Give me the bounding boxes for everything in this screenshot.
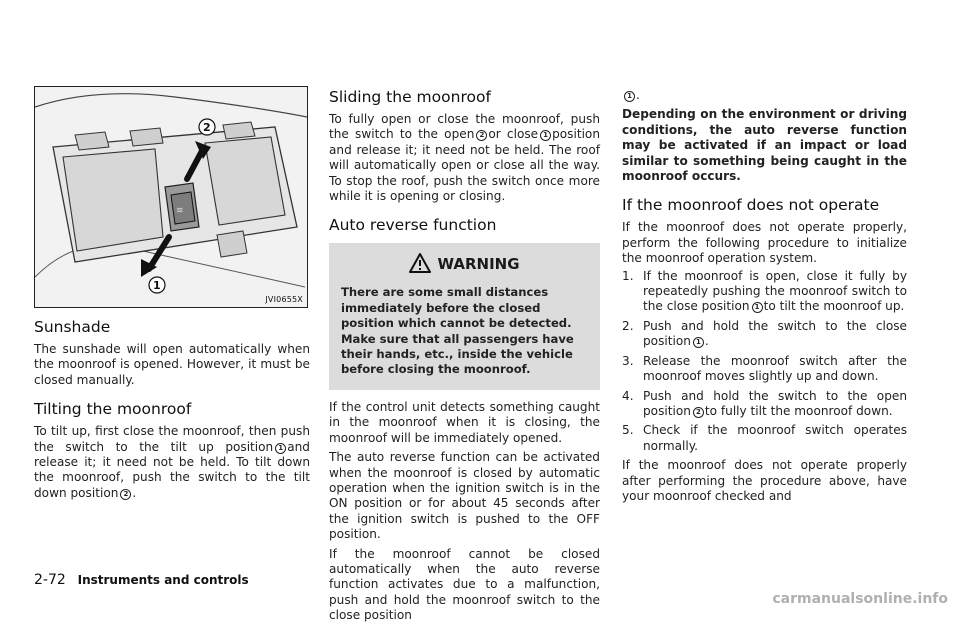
position-1-symbol: 1 bbox=[624, 91, 635, 102]
auto-reverse-p4: Depending on the environment or driving conditions, the auto reverse function may be activated if an impact or load similar to something being caught in the moonroof occurs. bbox=[622, 107, 907, 184]
tilting-heading: Tilting the moonroof bbox=[34, 400, 192, 419]
not-operate-intro: If the moonroof does not operate properly, perform the following procedure to initialize the moonroof operation system. bbox=[622, 220, 907, 266]
section-title: Instruments and controls bbox=[77, 573, 249, 587]
tilting-text: To tilt up, first close the moonroof, then push the switch to the tilt up position 1 and release it; it need not be held. To tilt down the moonroof, push the switch to the tilt down position 2 . bbox=[34, 424, 310, 500]
position-2-symbol: 2 bbox=[120, 489, 131, 500]
warning-box bbox=[329, 243, 600, 389]
sunshade-heading: Sunshade bbox=[34, 318, 111, 336]
auto-reverse-p3-start: If the moonroof cannot be closed automatically when the auto reverse function activates due to a malfunction, push and hold the moonroof switch to the close position bbox=[329, 546, 600, 623]
auto-reverse-p2: The auto reverse function can be activated when the moonroof is closed by automatic operation when the ignition switch is in the ON position or for about 45 seconds after the ignition switch is pushed to the OFF position. bbox=[329, 450, 600, 542]
list-item: 1. If the moonroof is open, close it fully by repeatedly pushing the moonroof switch to the close position 1 to tilt the moonroof up. bbox=[622, 268, 907, 314]
watermark: carmanualsonline.info bbox=[772, 591, 948, 607]
not-operate-outro: If the moonroof does not operate properly after performing the procedure above, have your moonroof checked and bbox=[622, 458, 907, 503]
procedure-steps bbox=[622, 269, 907, 454]
callout-1: 1 bbox=[153, 279, 161, 292]
sliding-text: To fully open or close the moonroof, push the switch to the open 2 or close 1 position and release it; it need not be held. The roof will automatically open or close all the way. To stop the roof, push the switch once more while it is opening or closing. bbox=[329, 112, 600, 204]
figure-caption: JVI0655X bbox=[265, 295, 303, 304]
warning-label: WARNING bbox=[437, 255, 520, 274]
page-footer bbox=[34, 572, 249, 588]
page-number: 2-72 bbox=[34, 572, 66, 588]
position-1-symbol: 1 bbox=[275, 443, 286, 454]
auto-reverse-heading: Auto reverse function bbox=[329, 216, 497, 235]
list-item: 2. Push and hold the switch to the close position 1 . bbox=[622, 318, 907, 349]
list-item: 4. Push and hold the switch to the open position 2 to fully tilt the moonroof down. bbox=[622, 388, 907, 418]
not-operate-heading: If the moonroof does not operate bbox=[622, 196, 880, 215]
sunshade-text: The sunshade will open automatically when the moonroof is opened. However, it must be closed manually. bbox=[34, 342, 310, 387]
warning-triangle-icon bbox=[409, 253, 431, 273]
moonroof-switch-illustration bbox=[34, 86, 308, 308]
callout-2: 2 bbox=[203, 121, 211, 134]
list-item: 3. Release the moonroof switch after the moonroof moves slightly up and down. bbox=[622, 353, 907, 384]
column-middle bbox=[329, 88, 600, 624]
position-2-symbol: 2 bbox=[476, 130, 487, 141]
auto-reverse-p3-cont: 1 . bbox=[622, 88, 907, 103]
position-1-symbol: 1 bbox=[693, 337, 704, 348]
position-1-symbol: 1 bbox=[540, 130, 551, 141]
svg-text:≋: ≋ bbox=[176, 206, 184, 216]
auto-reverse-p1: If the control unit detects something caught in the moonroof when it is closing, the moonroof will be immediately opened. bbox=[329, 399, 600, 445]
position-1-symbol: 1 bbox=[752, 302, 763, 313]
overhead-console-drawing bbox=[35, 87, 307, 307]
list-item: 5. Check if the moonroof switch operates normally. bbox=[622, 423, 907, 453]
position-2-symbol: 2 bbox=[693, 407, 704, 418]
warning-text: There are some small distances immediately before the closed position which cannot be detected. Make sure that all passengers have their hands, etc., inside the vehicle before closing the moonroof. bbox=[341, 285, 574, 377]
warning-header bbox=[341, 253, 588, 275]
column-left bbox=[34, 318, 310, 501]
column-right bbox=[622, 88, 907, 504]
sliding-heading: Sliding the moonroof bbox=[329, 88, 491, 106]
